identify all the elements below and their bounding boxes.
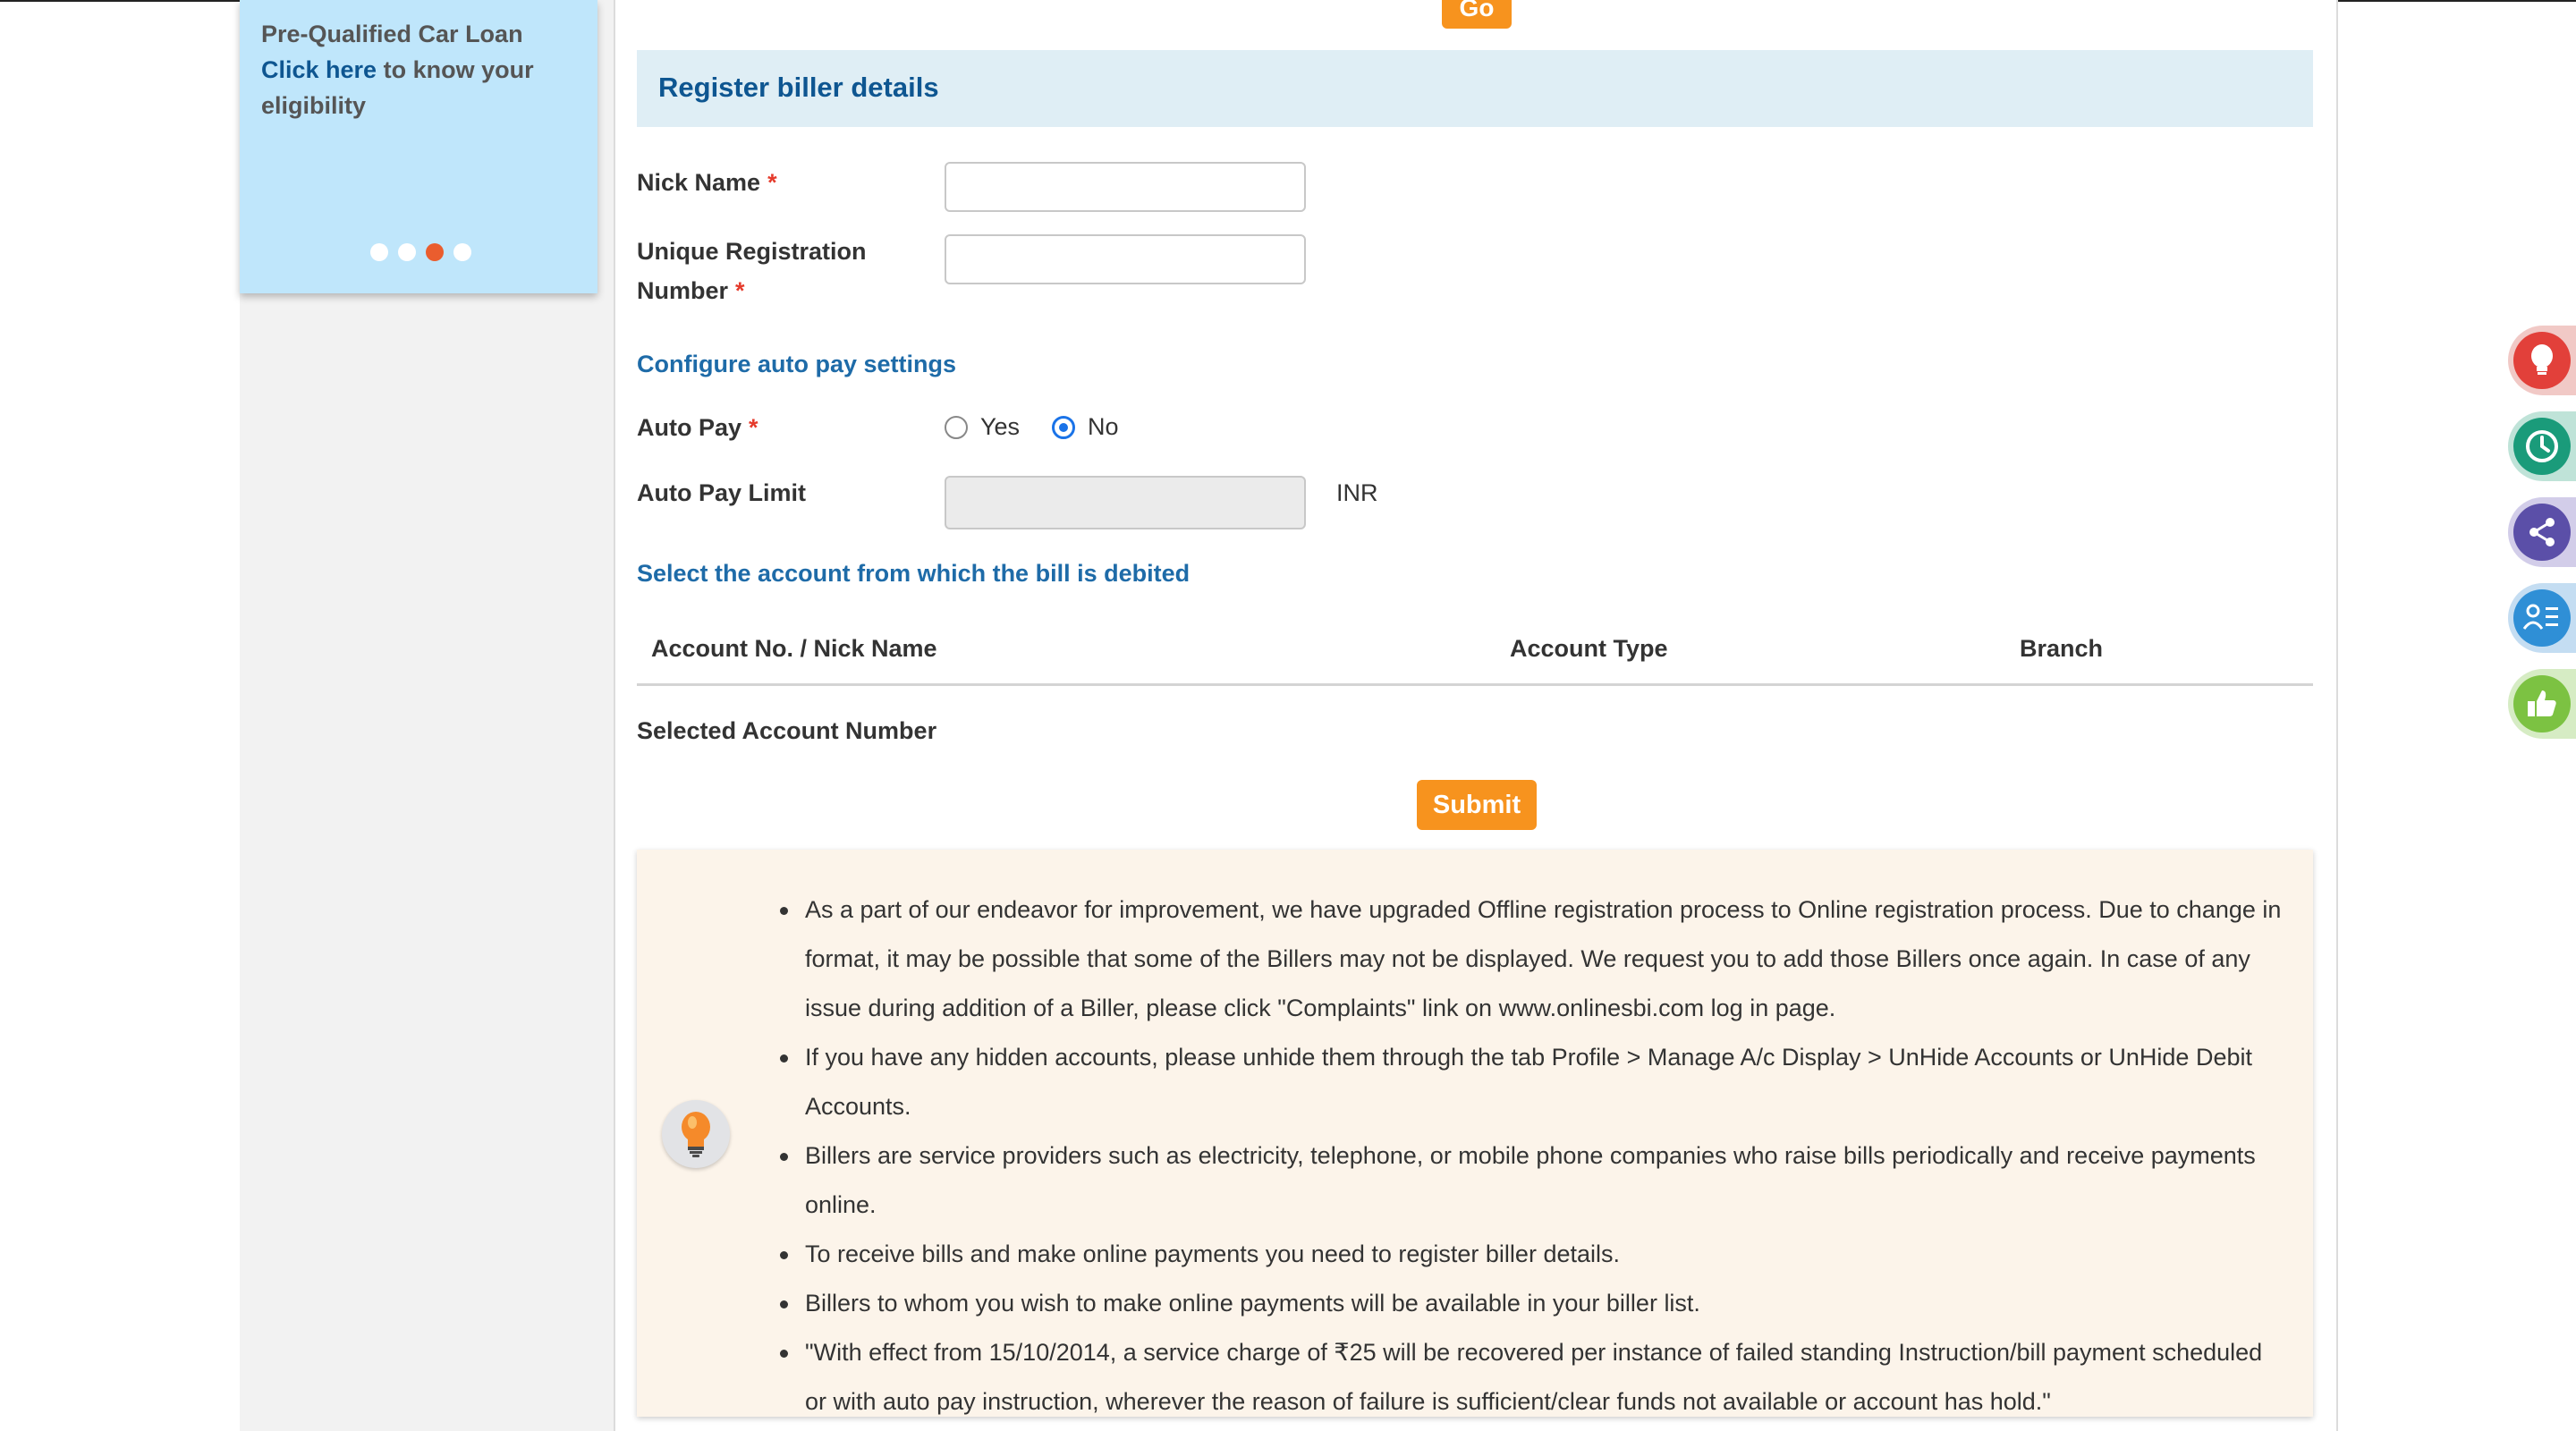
notes-panel xyxy=(637,850,2313,1417)
feedback-quick-button[interactable] xyxy=(2508,669,2576,739)
selected-account-label: Selected Account Number xyxy=(637,717,937,744)
required-marker: * xyxy=(749,414,758,441)
promo-link[interactable]: Click here xyxy=(261,56,377,83)
profile-list-icon xyxy=(2513,589,2571,647)
unique-reg-input[interactable] xyxy=(945,234,1306,284)
carousel-dot[interactable] xyxy=(398,243,416,261)
carousel-dots xyxy=(370,243,471,261)
required-marker: * xyxy=(767,169,777,196)
thumbs-up-icon xyxy=(2513,675,2571,732)
autopay-no-radio[interactable] xyxy=(1052,416,1075,439)
notes-list xyxy=(778,885,2290,1427)
autopay-yes-radio[interactable] xyxy=(945,416,968,439)
unique-reg-label: Unique Registration Number * xyxy=(637,238,867,304)
section-title: Register biller details xyxy=(658,72,939,103)
bulb-quick-button[interactable] xyxy=(2508,326,2576,395)
share-icon xyxy=(2513,504,2571,561)
table-header-divider xyxy=(637,683,2313,686)
section-header xyxy=(637,50,2313,127)
autopay-radio-group xyxy=(945,413,1151,441)
promo-carousel[interactable] xyxy=(240,0,597,293)
promo-text: Pre-Qualified Car Loan Click here to know your eligibility xyxy=(261,21,534,119)
carousel-dot[interactable] xyxy=(370,243,388,261)
note-item: Billers to whom you wish to make online payments will be available in your biller list. xyxy=(778,1279,2290,1328)
note-item: "With effect from 15/10/2014, a service charge of ₹25 will be recovered per instance of failed standing Instruction/bill payment scheduled or with auto pay instruction, wherever the reason of failure is sufficient/clear funds not available or account has hold." xyxy=(778,1328,2290,1427)
column-header-account-no: Account No. / Nick Name xyxy=(651,635,937,662)
go-button[interactable]: Go xyxy=(1442,0,1512,29)
autopay-heading: Configure auto pay settings xyxy=(637,351,957,377)
autopay-yes-label: Yes xyxy=(980,413,1021,440)
required-marker: * xyxy=(735,277,745,304)
note-item: Billers are service providers such as electricity, telephone, or mobile phone companies who raise bills periodically and receive payments online. xyxy=(778,1131,2290,1230)
carousel-dot[interactable] xyxy=(453,243,471,261)
clock-icon xyxy=(2513,418,2571,475)
nick-name-label: Nick Name * xyxy=(637,169,777,196)
autopay-no-option[interactable] xyxy=(1052,413,1119,441)
submit-button[interactable]: Submit xyxy=(1417,780,1537,830)
column-header-branch: Branch xyxy=(2020,635,2104,662)
autopay-limit-label: Auto Pay Limit xyxy=(637,479,807,506)
account-heading: Select the account from which the bill is debited xyxy=(637,560,1191,587)
note-item: To receive bills and make online payments you need to register biller details. xyxy=(778,1230,2290,1279)
note-item: As a part of our endeavor for improvement, we have upgraded Offline registration process to Online registration process. Due to change in format, it may be possible that some of the Billers may not be displayed. We request you to add those Billers once again. In case of any issue during addition of a Biller, please click "Complaints" link on www.onlinesbi.com log in page. xyxy=(778,885,2290,1033)
carousel-dot-active[interactable] xyxy=(426,243,444,261)
autopay-label: Auto Pay * xyxy=(637,414,758,441)
bulb-icon xyxy=(2513,332,2571,389)
main-panel xyxy=(614,0,2338,1431)
autopay-yes-option[interactable] xyxy=(945,413,1020,441)
lightbulb-icon xyxy=(662,1100,730,1168)
autopay-limit-input[interactable] xyxy=(945,476,1306,529)
note-item: If you have any hidden accounts, please unhide them through the tab Profile > Manage A/c Display > UnHide Accounts or UnHide Debit Accounts. xyxy=(778,1033,2290,1131)
autopay-no-label: No xyxy=(1088,413,1119,440)
currency-label: INR xyxy=(1336,479,1378,506)
profile-quick-button[interactable] xyxy=(2508,583,2576,653)
nick-name-input[interactable] xyxy=(945,162,1306,212)
history-quick-button[interactable] xyxy=(2508,411,2576,481)
column-header-account-type: Account Type xyxy=(1510,635,1668,662)
share-quick-button[interactable] xyxy=(2508,497,2576,567)
